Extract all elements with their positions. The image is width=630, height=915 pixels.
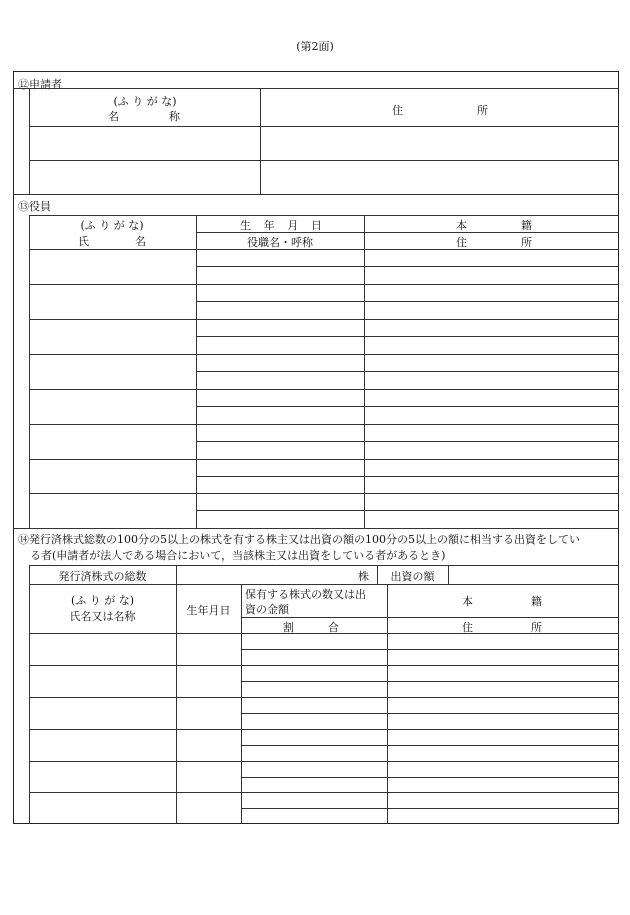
officer-address-header: 住 所	[456, 236, 532, 249]
holder-address-header: 住 所	[462, 621, 542, 634]
divider	[29, 215, 30, 528]
divider	[241, 681, 619, 682]
divider	[196, 406, 619, 407]
divider	[196, 301, 619, 302]
applicant-name-header: 名 称	[108, 110, 180, 123]
divider	[196, 441, 619, 442]
total-shares-field[interactable]	[177, 566, 376, 583]
section-14-title-cont: る者(申請者が法人である場合において，当該株主又は出資をしている者があるとき)	[30, 549, 446, 562]
officer-birthdate-header: 生 年 月 日	[240, 219, 322, 232]
applicant-name-field[interactable]	[30, 127, 259, 159]
divider	[29, 319, 619, 320]
divider	[196, 266, 619, 267]
divider	[29, 729, 619, 730]
shares-unit-label: 株	[358, 570, 369, 583]
divider	[241, 584, 242, 824]
divider	[29, 697, 619, 698]
applicant-address-field[interactable]	[261, 161, 618, 193]
held-amount-header: 保有する株式の数又は出	[245, 588, 366, 601]
divider	[29, 665, 619, 666]
investment-amount-label: 出資の額	[390, 570, 435, 583]
section-13-title: ⑬役員	[18, 200, 51, 213]
divider	[241, 713, 619, 714]
divider	[29, 354, 619, 355]
divider	[241, 777, 619, 778]
divider	[29, 389, 619, 390]
total-shares-label: 発行済株式の総数	[58, 570, 147, 583]
officer-position-header: 役職名・呼称	[247, 236, 313, 249]
held-amount-header-cont: 資の金額	[245, 603, 289, 616]
divider	[241, 745, 619, 746]
divider	[29, 249, 619, 250]
holder-birthdate-header: 生年月日	[186, 604, 231, 617]
applicant-address-field[interactable]	[261, 127, 618, 159]
applicant-furigana-header: (ふ り が な)	[113, 95, 177, 108]
divider	[13, 194, 619, 195]
divider	[241, 808, 619, 809]
ratio-header: 割 合	[283, 621, 339, 634]
applicant-address-header: 住 所	[392, 104, 488, 117]
divider	[29, 761, 619, 762]
divider	[29, 792, 619, 793]
divider	[13, 88, 619, 89]
divider	[13, 528, 619, 529]
divider	[29, 215, 619, 216]
divider	[196, 510, 619, 511]
officer-name-header: 氏 名	[78, 235, 146, 248]
divider	[29, 584, 619, 585]
section-12-title: ⑫申請者	[18, 78, 62, 91]
divider	[387, 584, 388, 824]
divider	[196, 476, 619, 477]
divider	[29, 284, 619, 285]
divider	[29, 459, 619, 460]
divider	[29, 424, 619, 425]
page-label: (第2面)	[296, 40, 334, 53]
divider	[196, 336, 619, 337]
divider	[241, 617, 619, 618]
divider	[241, 649, 619, 650]
officer-domicile-header: 本 籍	[456, 219, 532, 232]
holder-domicile-header: 本 籍	[462, 595, 542, 608]
officer-furigana-header: (ふ り が な)	[80, 219, 144, 232]
divider	[196, 371, 619, 372]
holder-furigana-header: (ふ り が な)	[70, 594, 135, 607]
investment-amount-field[interactable]	[449, 566, 618, 583]
section-14-title: ⑭発行済株式総数の100分の5以上の株式を有する株主又は出資の額の100分の5以上の額に相当する出資をしてい	[18, 533, 580, 546]
applicant-name-field[interactable]	[30, 161, 259, 193]
divider	[29, 493, 619, 494]
holder-name-header: 氏名又は名称	[69, 610, 136, 623]
